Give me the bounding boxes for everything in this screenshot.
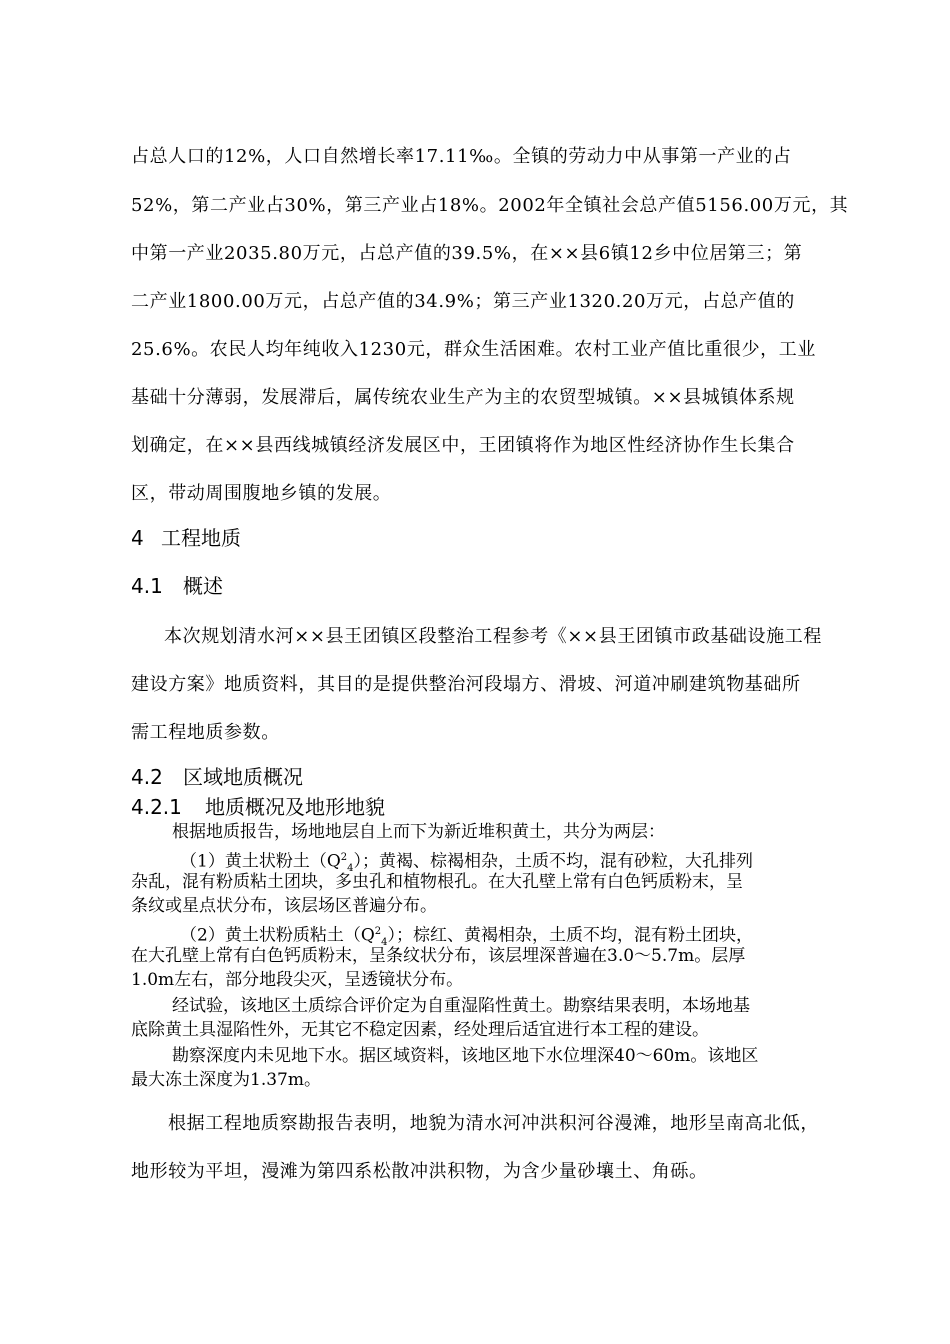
heading-number: 4.2 [131,765,163,789]
paragraph-line: 中第一产业2035.80万元，占总产值的39.5%，在××县6镇12乡中位居第三；第 [131,243,803,264]
paragraph-line: 地形较为平坦，漫滩为第四系松散冲洪积物，为含少量砂壤土、角砾。 [131,1161,708,1182]
paragraph-line: 杂乱，混有粉质粘土团块，多虫孔和植物根孔。在大孔壁上常有白色钙质粉末，呈 [131,872,743,892]
paragraph-line: 勘察深度内未见地下水。据区域资料，该地区地下水位埋深40～60m。该地区 [172,1046,759,1066]
heading-number: 4 [131,526,144,550]
paragraph-line: 划确定，在××县西线城镇经济发展区中，王团镇将作为地区性经济协作生长集合 [131,435,795,456]
paragraph-line: 最大冻土深度为1.37m。 [131,1070,321,1090]
heading-title: 工程地质 [161,526,241,550]
heading-title: 地质概况及地形地貌 [205,795,385,819]
section-heading-4-1 [131,575,223,597]
heading-number: 4.2.1 [131,795,182,819]
text-fragment: （1）黄土状粉土（Q [180,851,341,872]
section-heading-4-2-1 [131,796,385,818]
subscript: 4 [347,863,354,875]
paragraph-line: 1.0m左右，部分地段尖灭，呈透镜状分布。 [131,970,464,990]
text-fragment: ）；棕红、黄褐相杂，土质不均，混有粉土团块， [387,925,754,946]
heading-number: 4.1 [131,574,163,598]
text-fragment: （2）黄土状粉质粘土（Q [180,925,375,946]
paragraph-line: 经试验，该地区土质综合评价定为自重湿陷性黄土。勘察结果表明，本场地基 [172,996,750,1016]
superscript: 2 [374,926,382,937]
paragraph-line: 本次规划清水河××县王团镇区段整治工程参考《××县王团镇市政基础设施工程 [164,626,822,647]
paragraph-line: 基础十分薄弱，发展滞后，属传统农业生产为主的农贸型城镇。××县城镇体系规 [131,387,795,408]
heading-title: 概述 [183,574,223,598]
paragraph-line: 占总人口的12%，人口自然增长率17.11‰。全镇的劳动力中从事第一产业的占 [131,146,792,167]
paragraph-line: 二产业1800.00万元，占总产值的34.9%；第三产业1320.20万元，占总产值的 [131,291,795,312]
heading-title: 区域地质概况 [183,765,303,789]
superscript: 2 [340,852,348,863]
section-heading-4 [131,527,241,549]
paragraph-line: 建设方案》地质资料，其目的是提供整治河段塌方、滑坡、河道冲刷建筑物基础所 [131,674,801,695]
section-heading-4-2 [131,766,303,788]
paragraph-line: 底除黄土具湿陷性外，无其它不稳定因素，经处理后适宜进行本工程的建设。 [131,1020,709,1040]
paragraph-line: 在大孔壁上常有白色钙质粉末，呈条纹状分布，该层埋深普遍在3.0～5.7m。层厚 [131,946,746,966]
paragraph-line: 25.6%。农民人均年纯收入1230元，群众生活困难。农村工业产值比重很少，工业 [131,339,816,360]
paragraph-line: 52%，第二产业占30%，第三产业占18%。2002年全镇社会总产值5156.00万元，其 [131,195,849,216]
paragraph-line: 区，带动周围腹地乡镇的发展。 [131,483,392,504]
paragraph-line: 根据地质报告，场地地层自上而下为新近堆积黄土，共分为两层： [172,822,665,842]
paragraph-line: 根据工程地质察勘报告表明，地貌为清水河冲洪积河谷漫滩，地形呈南高北低， [168,1113,819,1134]
text-fragment: ）；黄褐、棕褐相杂，土质不均，混有砂粒，大孔排列 [353,851,754,872]
paragraph-line: 条纹或星点状分布，该层场区普遍分布。 [131,896,437,916]
subscript: 4 [381,937,388,949]
paragraph-line: 需工程地质参数。 [131,722,280,743]
